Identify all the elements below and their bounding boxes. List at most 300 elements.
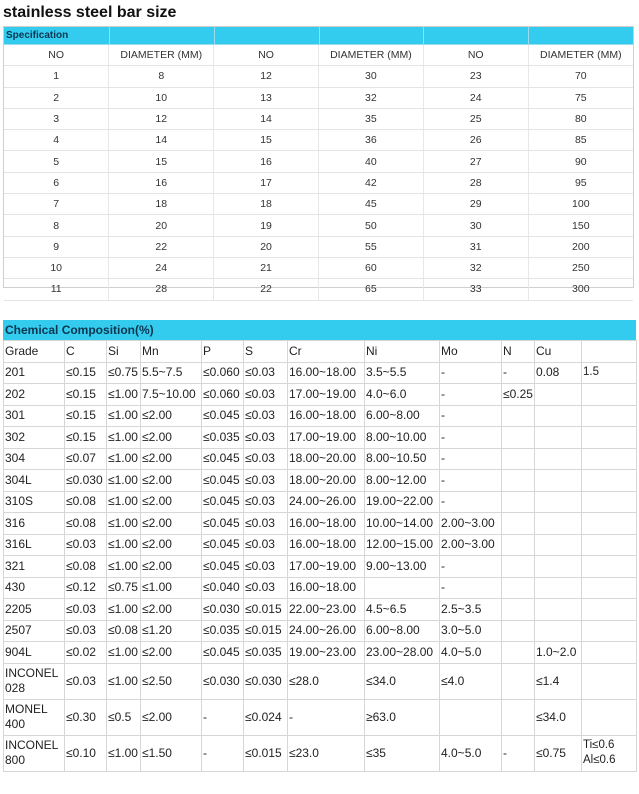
spec-diameter-cell: 45 [318, 194, 423, 215]
chemical-mn-cell: ≤2.00 [141, 427, 202, 449]
chemical-ext-cell: Ti≤0.6 Al≤0.6 [582, 735, 637, 771]
chemical-mo-cell: 2.00~3.00 [440, 534, 502, 556]
chemical-grade-cell: 316 [4, 513, 65, 535]
chemical-table-row [4, 448, 637, 470]
chemical-s-cell: ≤0.015 [244, 620, 288, 642]
chemical-ext-cell [582, 405, 637, 427]
chemical-ni-cell: 4.5~6.5 [365, 599, 440, 621]
chemical-cr-cell: 18.00~20.00 [288, 448, 365, 470]
chemical-mn-cell: 5.5~7.5 [141, 362, 202, 384]
spec-diameter-cell: 90 [528, 151, 633, 172]
spec-no-cell: 28 [423, 172, 528, 193]
chemical-cr-cell: 16.00~18.00 [288, 513, 365, 535]
spec-diameter-cell: 16 [109, 172, 214, 193]
specification-table-panel [3, 26, 634, 296]
chemical-n-cell: - [502, 735, 535, 771]
chemical-mo-cell: - [440, 556, 502, 578]
chemical-cr-cell: 17.00~19.00 [288, 384, 365, 406]
chemical-ext-cell [582, 427, 637, 449]
chemical-ext-cell [582, 642, 637, 664]
chemical-mo-cell: 4.0~5.0 [440, 642, 502, 664]
spec-diameter-cell: 42 [318, 172, 423, 193]
chemical-ext-cell [582, 513, 637, 535]
specification-table-body [4, 66, 633, 300]
chemical-si-cell: ≤1.00 [107, 642, 141, 664]
spec-no-cell: 26 [423, 130, 528, 151]
chemical-s-cell: ≤0.03 [244, 470, 288, 492]
chemical-cr-cell: 19.00~23.00 [288, 642, 365, 664]
chemical-mn-cell: ≤1.20 [141, 620, 202, 642]
chemical-ni-cell: 6.00~8.00 [365, 405, 440, 427]
chemical-table-row [4, 620, 637, 642]
spec-diameter-cell: 32 [318, 87, 423, 108]
chemical-composition-panel [3, 320, 636, 790]
chemical-s-cell: ≤0.015 [244, 735, 288, 771]
chemical-c-cell: ≤0.15 [65, 384, 107, 406]
chemical-cr-cell: 16.00~18.00 [288, 577, 365, 599]
chemical-table-row [4, 642, 637, 664]
chemical-table-row [4, 699, 637, 735]
chemical-mn-cell: ≤2.00 [141, 556, 202, 578]
chemical-cr-cell: ≤23.0 [288, 735, 365, 771]
chemical-column-header: P [202, 341, 244, 363]
chemical-p-cell: ≤0.035 [202, 620, 244, 642]
spec-column-header: DIAMETER (MM) [318, 45, 423, 66]
spec-diameter-cell: 40 [318, 151, 423, 172]
spec-no-cell: 32 [423, 257, 528, 278]
chemical-p-cell: - [202, 735, 244, 771]
chemical-ext-cell [582, 534, 637, 556]
spec-table-row [4, 66, 633, 87]
chemical-mn-cell: ≤2.00 [141, 534, 202, 556]
chemical-p-cell: ≤0.045 [202, 491, 244, 513]
spec-no-cell: 9 [4, 236, 109, 257]
chemical-cu-cell [535, 534, 582, 556]
spec-table-row [4, 215, 633, 236]
chemical-s-cell: ≤0.03 [244, 556, 288, 578]
chemical-table-row [4, 513, 637, 535]
chemical-grade-cell: 2205 [4, 599, 65, 621]
chemical-s-cell: ≤0.035 [244, 642, 288, 664]
chemical-c-cell: ≤0.03 [65, 599, 107, 621]
chemical-p-cell: - [202, 699, 244, 735]
chemical-c-cell: ≤0.08 [65, 491, 107, 513]
specification-table [4, 45, 633, 301]
chemical-n-cell [502, 699, 535, 735]
spec-diameter-cell: 60 [318, 257, 423, 278]
chemical-mo-cell: 4.0~5.0 [440, 735, 502, 771]
spec-no-cell: 24 [423, 87, 528, 108]
chemical-grade-cell: 301 [4, 405, 65, 427]
chemical-s-cell: ≤0.03 [244, 448, 288, 470]
chemical-grade-cell: INCONEL 028 [4, 663, 65, 699]
spec-no-cell: 5 [4, 151, 109, 172]
spec-no-cell: 8 [4, 215, 109, 236]
spec-diameter-cell: 250 [528, 257, 633, 278]
chemical-p-cell: ≤0.045 [202, 470, 244, 492]
chemical-table-row [4, 405, 637, 427]
chemical-p-cell: ≤0.045 [202, 448, 244, 470]
spec-no-cell: 1 [4, 66, 109, 87]
chemical-mo-cell [440, 699, 502, 735]
chemical-column-header: N [502, 341, 535, 363]
specification-header-bar [4, 27, 633, 45]
spec-diameter-cell: 18 [109, 194, 214, 215]
chemical-ni-cell: 8.00~12.00 [365, 470, 440, 492]
chemical-mo-cell: - [440, 491, 502, 513]
chemical-mn-cell: ≤1.50 [141, 735, 202, 771]
chemical-table-row [4, 577, 637, 599]
spec-table-row [4, 236, 633, 257]
chemical-ni-cell: ≥63.0 [365, 699, 440, 735]
chemical-n-cell [502, 599, 535, 621]
chemical-ni-cell: ≤34.0 [365, 663, 440, 699]
chemical-c-cell: ≤0.15 [65, 405, 107, 427]
chemical-composition-table [3, 340, 637, 772]
chemical-s-cell: ≤0.03 [244, 513, 288, 535]
spec-no-cell: 31 [423, 236, 528, 257]
chemical-ni-cell: 9.00~13.00 [365, 556, 440, 578]
chemical-ni-cell: 10.00~14.00 [365, 513, 440, 535]
chemical-si-cell: ≤1.00 [107, 491, 141, 513]
chemical-cu-cell [535, 577, 582, 599]
chemical-cu-cell: 0.08 [535, 362, 582, 384]
chemical-cr-cell: 16.00~18.00 [288, 534, 365, 556]
chemical-table-row [4, 491, 637, 513]
chemical-si-cell: ≤1.00 [107, 663, 141, 699]
spec-diameter-cell: 300 [528, 279, 633, 300]
spec-no-cell: 6 [4, 172, 109, 193]
spec-diameter-cell: 15 [109, 151, 214, 172]
chemical-cu-cell [535, 405, 582, 427]
chemical-grade-cell: 201 [4, 362, 65, 384]
chemical-cu-cell [535, 384, 582, 406]
spec-table-row [4, 130, 633, 151]
chemical-mn-cell: ≤1.00 [141, 577, 202, 599]
chemical-ext-cell [582, 699, 637, 735]
spec-table-row [4, 257, 633, 278]
chemical-cr-cell: 24.00~26.00 [288, 620, 365, 642]
spec-diameter-cell: 12 [109, 108, 214, 129]
spec-column-header: DIAMETER (MM) [109, 45, 214, 66]
chemical-n-cell [502, 577, 535, 599]
chemical-mo-cell: - [440, 577, 502, 599]
chemical-n-cell [502, 642, 535, 664]
spec-diameter-cell: 75 [528, 87, 633, 108]
chemical-column-header: Grade [4, 341, 65, 363]
chemical-s-cell: ≤0.03 [244, 491, 288, 513]
chemical-table-body [4, 362, 637, 771]
spec-diameter-cell: 20 [109, 215, 214, 236]
chemical-c-cell: ≤0.08 [65, 513, 107, 535]
chemical-table-row [4, 735, 637, 771]
spec-no-cell: 3 [4, 108, 109, 129]
chemical-mn-cell: ≤2.00 [141, 599, 202, 621]
specification-column-headers [4, 45, 633, 66]
chemical-column-header: Ni [365, 341, 440, 363]
chemical-cu-cell: ≤1.4 [535, 663, 582, 699]
chemical-c-cell: ≤0.10 [65, 735, 107, 771]
chemical-mo-cell: - [440, 470, 502, 492]
chemical-si-cell: ≤1.00 [107, 405, 141, 427]
chemical-table-row [4, 470, 637, 492]
chemical-c-cell: ≤0.15 [65, 427, 107, 449]
chemical-cr-cell: 16.00~18.00 [288, 405, 365, 427]
chemical-cu-cell [535, 556, 582, 578]
spec-diameter-cell: 36 [318, 130, 423, 151]
chemical-grade-cell: MONEL 400 [4, 699, 65, 735]
chemical-mn-cell: ≤2.00 [141, 699, 202, 735]
spec-diameter-cell: 30 [318, 66, 423, 87]
chemical-ext-cell: 1.5 [582, 362, 637, 384]
spec-diameter-cell: 100 [528, 194, 633, 215]
chemical-ext-cell [582, 384, 637, 406]
spec-diameter-cell: 22 [109, 236, 214, 257]
chemical-ni-cell: 4.0~6.0 [365, 384, 440, 406]
spec-diameter-cell: 70 [528, 66, 633, 87]
spec-no-cell: 30 [423, 215, 528, 236]
chemical-mo-cell: ≤4.0 [440, 663, 502, 699]
spec-diameter-cell: 150 [528, 215, 633, 236]
chemical-n-cell [502, 448, 535, 470]
chemical-c-cell: ≤0.02 [65, 642, 107, 664]
chemical-n-cell [502, 556, 535, 578]
chemical-n-cell [502, 513, 535, 535]
chemical-mn-cell: ≤2.00 [141, 405, 202, 427]
chemical-ni-cell: 8.00~10.50 [365, 448, 440, 470]
chemical-cr-cell: 17.00~19.00 [288, 556, 365, 578]
spec-column-header: DIAMETER (MM) [528, 45, 633, 66]
chemical-cu-cell [535, 599, 582, 621]
spec-diameter-cell: 95 [528, 172, 633, 193]
chemical-grade-cell: 304 [4, 448, 65, 470]
chemical-s-cell: ≤0.024 [244, 699, 288, 735]
spec-no-cell: 29 [423, 194, 528, 215]
chemical-ni-cell: 23.00~28.00 [365, 642, 440, 664]
chemical-table-row [4, 534, 637, 556]
chemical-mn-cell: ≤2.00 [141, 642, 202, 664]
chemical-grade-cell: 321 [4, 556, 65, 578]
spec-table-row [4, 194, 633, 215]
chemical-p-cell: ≤0.045 [202, 534, 244, 556]
chemical-cr-cell: 17.00~19.00 [288, 427, 365, 449]
spec-diameter-cell: 28 [109, 279, 214, 300]
chemical-mn-cell: ≤2.00 [141, 513, 202, 535]
chemical-cu-cell [535, 427, 582, 449]
chemical-cr-cell: ≤28.0 [288, 663, 365, 699]
chemical-cu-cell: 1.0~2.0 [535, 642, 582, 664]
chemical-column-header: Cr [288, 341, 365, 363]
chemical-c-cell: ≤0.03 [65, 534, 107, 556]
spec-no-cell: 18 [214, 194, 319, 215]
spec-diameter-cell: 8 [109, 66, 214, 87]
spec-diameter-cell: 50 [318, 215, 423, 236]
spec-column-header: NO [423, 45, 528, 66]
chemical-c-cell: ≤0.03 [65, 663, 107, 699]
chemical-n-cell [502, 470, 535, 492]
chemical-table-row [4, 362, 637, 384]
chemical-si-cell: ≤0.08 [107, 620, 141, 642]
chemical-si-cell: ≤1.00 [107, 384, 141, 406]
chemical-s-cell: ≤0.03 [244, 405, 288, 427]
chemical-c-cell: ≤0.08 [65, 556, 107, 578]
spec-column-header: NO [4, 45, 109, 66]
chemical-column-header: S [244, 341, 288, 363]
chemical-grade-cell: 202 [4, 384, 65, 406]
chemical-s-cell: ≤0.03 [244, 427, 288, 449]
spec-table-row [4, 108, 633, 129]
spec-diameter-cell: 55 [318, 236, 423, 257]
spec-no-cell: 2 [4, 87, 109, 108]
chemical-c-cell: ≤0.15 [65, 362, 107, 384]
chemical-ni-cell: 12.00~15.00 [365, 534, 440, 556]
chemical-n-cell: ≤0.25 [502, 384, 535, 406]
chemical-si-cell: ≤1.00 [107, 599, 141, 621]
chemical-cu-cell [535, 448, 582, 470]
chemical-mo-cell: - [440, 427, 502, 449]
spec-no-cell: 7 [4, 194, 109, 215]
spec-table-row [4, 151, 633, 172]
chemical-mn-cell: ≤2.00 [141, 448, 202, 470]
chemical-table-row [4, 663, 637, 699]
chemical-cr-cell: 24.00~26.00 [288, 491, 365, 513]
chemical-cu-cell [535, 470, 582, 492]
chemical-ni-cell: 3.5~5.5 [365, 362, 440, 384]
spec-diameter-cell: 10 [109, 87, 214, 108]
spec-diameter-cell: 200 [528, 236, 633, 257]
chemical-si-cell: ≤1.00 [107, 556, 141, 578]
chemical-ni-cell: 6.00~8.00 [365, 620, 440, 642]
chemical-cr-cell: 22.00~23.00 [288, 599, 365, 621]
chemical-si-cell: ≤0.75 [107, 362, 141, 384]
spec-no-cell: 21 [214, 257, 319, 278]
spec-no-cell: 10 [4, 257, 109, 278]
chemical-n-cell [502, 534, 535, 556]
chemical-p-cell: ≤0.045 [202, 513, 244, 535]
chemical-mo-cell: - [440, 384, 502, 406]
chemical-mo-cell: 2.00~3.00 [440, 513, 502, 535]
chemical-mn-cell: 7.5~10.00 [141, 384, 202, 406]
chemical-p-cell: ≤0.040 [202, 577, 244, 599]
spec-no-cell: 17 [214, 172, 319, 193]
spec-no-cell: 12 [214, 66, 319, 87]
chemical-mo-cell: - [440, 448, 502, 470]
chemical-ext-cell [582, 577, 637, 599]
chemical-grade-cell: 302 [4, 427, 65, 449]
spec-diameter-cell: 24 [109, 257, 214, 278]
spec-diameter-cell: 65 [318, 279, 423, 300]
chemical-column-header [582, 341, 637, 363]
chemical-n-cell: - [502, 362, 535, 384]
chemical-cu-cell: ≤34.0 [535, 699, 582, 735]
spec-no-cell: 27 [423, 151, 528, 172]
chemical-grade-cell: 304L [4, 470, 65, 492]
chemical-ext-cell [582, 491, 637, 513]
chemical-column-header: Mn [141, 341, 202, 363]
chemical-n-cell [502, 620, 535, 642]
chemical-c-cell: ≤0.12 [65, 577, 107, 599]
chemical-n-cell [502, 405, 535, 427]
chemical-cu-cell [535, 491, 582, 513]
spec-no-cell: 13 [214, 87, 319, 108]
chemical-column-header: Cu [535, 341, 582, 363]
spec-no-cell: 33 [423, 279, 528, 300]
chemical-si-cell: ≤1.00 [107, 448, 141, 470]
chemical-p-cell: ≤0.045 [202, 405, 244, 427]
chemical-p-cell: ≤0.030 [202, 599, 244, 621]
chemical-ext-cell [582, 448, 637, 470]
chemical-si-cell: ≤0.75 [107, 577, 141, 599]
chemical-mn-cell: ≤2.00 [141, 470, 202, 492]
chemical-mo-cell: 3.0~5.0 [440, 620, 502, 642]
spec-diameter-cell: 35 [318, 108, 423, 129]
chemical-ext-cell [582, 599, 637, 621]
chemical-cu-cell: ≤0.75 [535, 735, 582, 771]
chemical-cr-cell: 18.00~20.00 [288, 470, 365, 492]
chemical-mo-cell: 2.5~3.5 [440, 599, 502, 621]
chemical-si-cell: ≤1.00 [107, 513, 141, 535]
spec-table-row [4, 172, 633, 193]
chemical-c-cell: ≤0.07 [65, 448, 107, 470]
spec-no-cell: 15 [214, 130, 319, 151]
chemical-column-header: Mo [440, 341, 502, 363]
chemical-column-headers [4, 341, 637, 363]
chemical-ni-cell: 19.00~22.00 [365, 491, 440, 513]
chemical-column-header: C [65, 341, 107, 363]
chemical-si-cell: ≤1.00 [107, 470, 141, 492]
chemical-s-cell: ≤0.015 [244, 599, 288, 621]
chemical-mn-cell: ≤2.50 [141, 663, 202, 699]
chemical-si-cell: ≤0.5 [107, 699, 141, 735]
chemical-si-cell: ≤1.00 [107, 427, 141, 449]
chemical-ni-cell: ≤35 [365, 735, 440, 771]
chemical-s-cell: ≤0.03 [244, 577, 288, 599]
chemical-grade-cell: 430 [4, 577, 65, 599]
chemical-grade-cell: INCONEL 800 [4, 735, 65, 771]
spec-no-cell: 22 [214, 279, 319, 300]
chemical-p-cell: ≤0.045 [202, 642, 244, 664]
chemical-s-cell: ≤0.03 [244, 384, 288, 406]
chemical-ext-cell [582, 620, 637, 642]
chemical-table-row [4, 599, 637, 621]
spec-no-cell: 4 [4, 130, 109, 151]
page-title: stainless steel bar size [3, 4, 177, 21]
spec-table-row [4, 87, 633, 108]
chemical-ext-cell [582, 663, 637, 699]
chemical-p-cell: ≤0.035 [202, 427, 244, 449]
chemical-ni-cell: 8.00~10.00 [365, 427, 440, 449]
chemical-n-cell [502, 427, 535, 449]
chemical-n-cell [502, 663, 535, 699]
chemical-column-header: Si [107, 341, 141, 363]
spec-no-cell: 20 [214, 236, 319, 257]
spec-no-cell: 23 [423, 66, 528, 87]
spec-no-cell: 11 [4, 279, 109, 300]
chemical-ext-cell [582, 470, 637, 492]
spec-diameter-cell: 14 [109, 130, 214, 151]
spec-table-row [4, 279, 633, 300]
chemical-p-cell: ≤0.060 [202, 384, 244, 406]
chemical-cu-cell [535, 620, 582, 642]
chemical-composition-header: Chemical Composition(%) [3, 320, 636, 340]
spec-no-cell: 19 [214, 215, 319, 236]
spec-no-cell: 14 [214, 108, 319, 129]
chemical-cr-cell: - [288, 699, 365, 735]
chemical-s-cell: ≤0.03 [244, 362, 288, 384]
chemical-mo-cell: - [440, 405, 502, 427]
spec-diameter-cell: 85 [528, 130, 633, 151]
chemical-ext-cell [582, 556, 637, 578]
